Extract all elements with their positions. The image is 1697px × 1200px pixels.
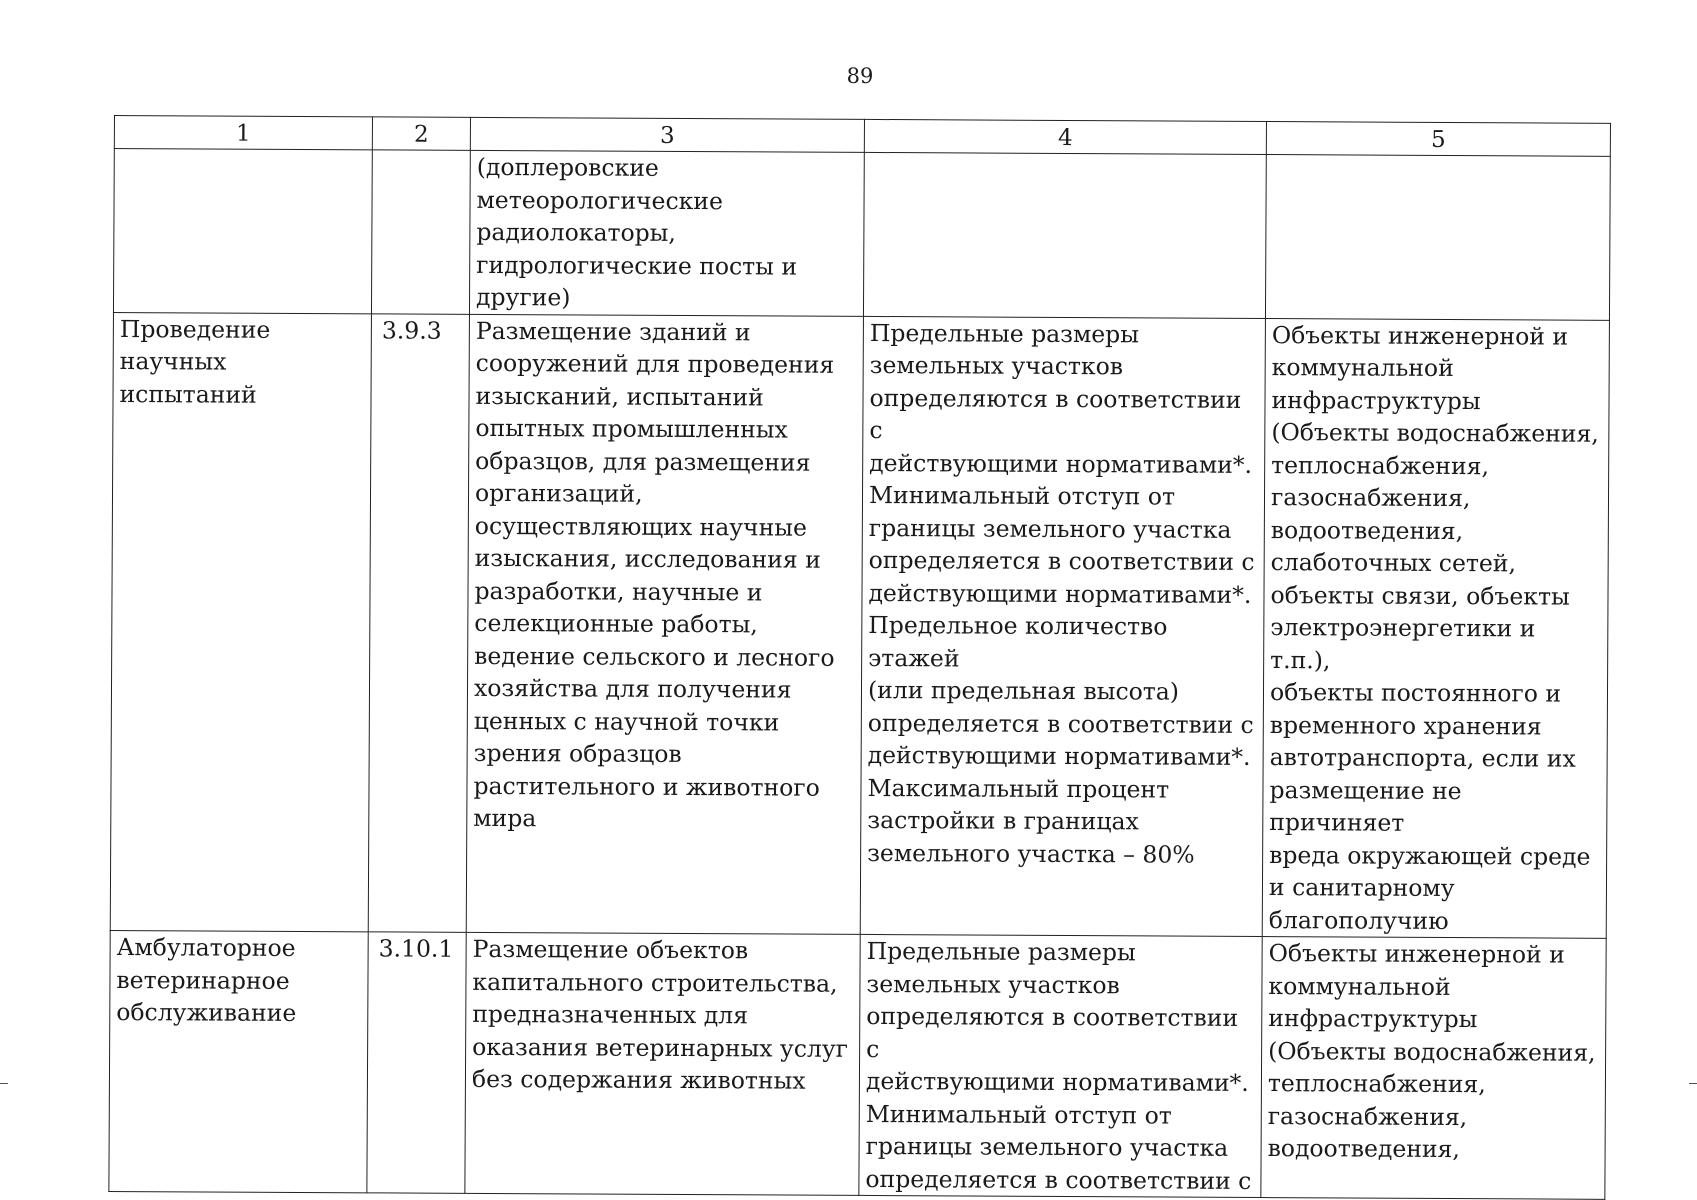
use-name-cell: Амбулаторное ветеринарное обслуживание [109,930,368,1192]
use-description-cell: Размещение зданий и сооружений для проведения изысканий, испытаний опытных промышленных образцов, для размещения организаций, осуществляющих научные изыскания, исследования и разработки, научные и селекционные работы, ведение сельского и лесного хозяйства для получения ценных с научной точки зрения образцов растительного и животного мира [466,314,863,935]
parameters-cell: Предельные размеры земельных участков определяются в соответствии с действующими нормативами*. Минимальный отступ от границы земельного участка определяется в соответствии с действующими нормативами*. Предельное количество этажей (или предельная высота) определяется в соответствии с действующими нормативами*. Максимальный процент застройки в границах земельного участка – 80% [860,316,1265,937]
use-name-cell [113,149,372,314]
column-header-3: 3 [470,117,864,152]
table-row [113,149,1610,320]
use-name-cell: Проведение научных испытаний [110,312,371,932]
use-description-cell: (доплеровские метеорологические радиолокаторы, гидрологические посты и другие) [469,150,864,316]
table-row [110,312,1609,938]
column-header-5: 5 [1266,122,1610,157]
use-code-cell [371,150,470,314]
parameters-cell [863,152,1266,318]
column-header-1: 1 [114,116,372,150]
scan-edge-mark [1689,1083,1697,1084]
auxiliary-uses-cell: Объекты инженерной и коммунальной инфраструктуры (Объекты водоснабжения, теплоснабжения, газоснабжения, водоотведения, [1261,937,1606,1200]
table-row [109,930,1606,1199]
column-header-4: 4 [864,119,1266,154]
use-code-cell: 3.9.3 [368,313,469,932]
auxiliary-uses-cell: Объекты инженерной и коммунальной инфраструктуры (Объекты водоснабжения, теплоснабжения, газоснабжения, водоотведения, слаботочных сетей, объекты связи, объекты электроэнергетики и т.п.), объекты постоянного и временного хранения автотранспорта, если их размещение не причиняет вреда окружающей среде и санитарному благополучию [1262,318,1609,938]
regulations-table [108,115,1611,1200]
page-number: 89 [846,64,874,88]
auxiliary-uses-cell [1265,155,1610,320]
scan-edge-mark [0,1083,8,1084]
use-description-cell: Размещение объектов капитального строительства, предназначенных для оказания ветеринарных услуг без содержания животных [465,932,860,1195]
column-header-2: 2 [372,117,470,151]
parameters-cell: Предельные размеры земельных участков определяются в соответствии с действующими нормативами*. Минимальный отступ от границы земельного участка определяется в соответствии с [859,934,1262,1197]
use-code-cell: 3.10.1 [367,932,466,1194]
